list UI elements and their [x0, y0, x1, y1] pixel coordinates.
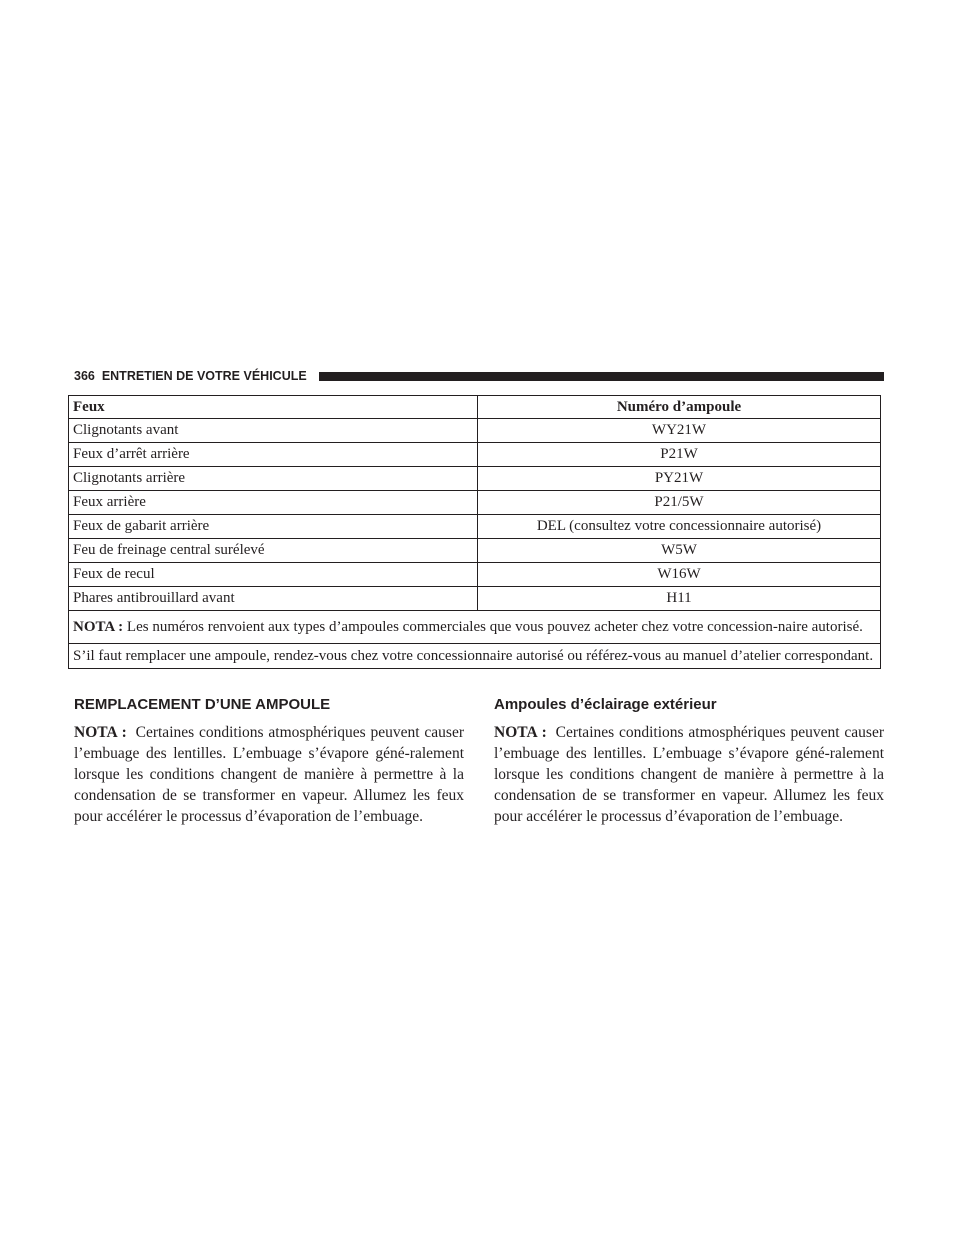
bulb-cell: P21W: [478, 443, 881, 467]
page-header-text: [74, 369, 307, 383]
section-heading: Ampoules d’éclairage extérieur: [494, 696, 717, 713]
note-text: Les numéros renvoient aux types d’ampoules commerciales que vous pouvez acheter chez votre concession-naire autorisé.: [126, 619, 863, 635]
table-row: [69, 467, 881, 491]
bulb-cell: H11: [478, 587, 881, 611]
table-note-row: [69, 611, 881, 644]
section-paragraph: [494, 722, 884, 827]
section-paragraph: [74, 722, 464, 827]
table-row: [69, 587, 881, 611]
paragraph-text: Certaines conditions atmosphériques peuvent causer l’embuage des lentilles. L’embuage s’évapore géné-ralement lorsque les conditions changent de manière à permettre à la condensation de se transformer en vapeur. Allumez les feux pour accélérer le processus d’évaporation de l’embuage.: [494, 724, 885, 825]
table-row: [69, 419, 881, 443]
table-row: [69, 491, 881, 515]
bulb-table: [68, 395, 881, 669]
light-cell: Feu de freinage central surélevé: [69, 539, 478, 563]
column-header-lights: Feux: [69, 396, 478, 419]
table-row: [69, 515, 881, 539]
light-cell: Clignotants arrière: [69, 467, 478, 491]
table-header-row: [69, 396, 881, 419]
bulb-cell: WY21W: [478, 419, 881, 443]
light-cell: Clignotants avant: [69, 419, 478, 443]
section-title: ENTRETIEN DE VOTRE VÉHICULE: [101, 369, 307, 383]
bulb-cell: W5W: [478, 539, 881, 563]
note-label: NOTA :: [494, 724, 547, 741]
header-rule: [319, 372, 884, 381]
bulb-cell: W16W: [478, 563, 881, 587]
paragraph-text: Certaines conditions atmosphériques peuvent causer l’embuage des lentilles. L’embuage s’évapore géné-ralement lorsque les conditions changent de manière à permettre à la condensation de se transformer en vapeur. Allumez les feux pour accélérer le processus d’évaporation de l’embuage.: [74, 724, 465, 825]
bulb-cell: PY21W: [478, 467, 881, 491]
page-number: 366: [74, 369, 95, 383]
page-header: [74, 368, 884, 388]
table-row: [69, 443, 881, 467]
table-row: [69, 539, 881, 563]
note-label: NOTA :: [73, 619, 124, 635]
table-footer-row: [69, 644, 881, 669]
light-cell: Feux de recul: [69, 563, 478, 587]
section-heading: REMPLACEMENT D’UNE AMPOULE: [74, 696, 331, 713]
light-cell: Feux de gabarit arrière: [69, 515, 478, 539]
exterior-bulbs-section: [494, 696, 884, 827]
table-footer: S’il faut remplacer une ampoule, rendez-vous chez votre concessionnaire autorisé ou référez-vous au manuel d’atelier correspondant.: [69, 644, 881, 669]
table-note: [69, 611, 881, 644]
note-label: NOTA :: [74, 724, 127, 741]
bulb-cell: P21/5W: [478, 491, 881, 515]
light-cell: Feux arrière: [69, 491, 478, 515]
bulb-cell: DEL (consultez votre concessionnaire autorisé): [478, 515, 881, 539]
table-row: [69, 563, 881, 587]
light-cell: Phares antibrouillard avant: [69, 587, 478, 611]
light-cell: Feux d’arrêt arrière: [69, 443, 478, 467]
replacement-section: [74, 696, 464, 827]
column-header-bulb-number: Numéro d’ampoule: [478, 396, 881, 419]
